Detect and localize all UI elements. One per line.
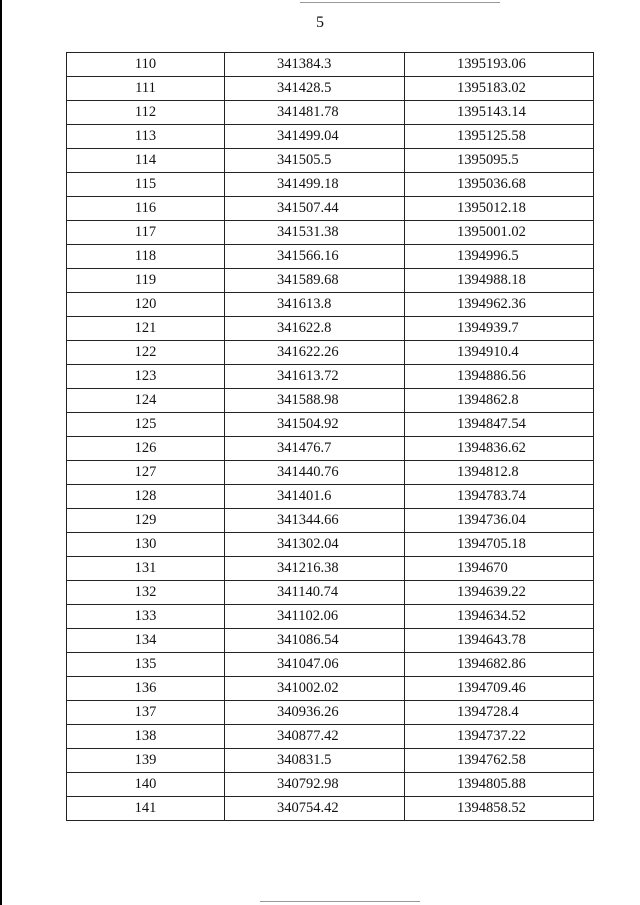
table-row bbox=[67, 77, 594, 101]
table-row bbox=[67, 365, 594, 389]
x-coordinate-cell: 341302.04 bbox=[225, 533, 405, 557]
y-coordinate-cell: 1394728.4 bbox=[405, 701, 594, 725]
table-row bbox=[67, 557, 594, 581]
point-number-cell: 114 bbox=[67, 149, 225, 173]
y-coordinate-cell: 1394988.18 bbox=[405, 269, 594, 293]
y-coordinate-cell: 1394996.5 bbox=[405, 245, 594, 269]
x-coordinate-cell: 341589.68 bbox=[225, 269, 405, 293]
point-number-cell: 127 bbox=[67, 461, 225, 485]
table-row bbox=[67, 749, 594, 773]
table-row bbox=[67, 101, 594, 125]
table-row bbox=[67, 437, 594, 461]
point-number-cell: 134 bbox=[67, 629, 225, 653]
table-row bbox=[67, 245, 594, 269]
point-number-cell: 137 bbox=[67, 701, 225, 725]
table-row bbox=[67, 173, 594, 197]
y-coordinate-cell: 1394886.56 bbox=[405, 365, 594, 389]
y-coordinate-cell: 1394805.88 bbox=[405, 773, 594, 797]
y-coordinate-cell: 1394910.4 bbox=[405, 341, 594, 365]
x-coordinate-cell: 341504.92 bbox=[225, 413, 405, 437]
y-coordinate-cell: 1394762.58 bbox=[405, 749, 594, 773]
coordinates-table bbox=[66, 52, 594, 821]
x-coordinate-cell: 341102.06 bbox=[225, 605, 405, 629]
x-coordinate-cell: 340831.5 bbox=[225, 749, 405, 773]
table-row bbox=[67, 725, 594, 749]
point-number-cell: 117 bbox=[67, 221, 225, 245]
point-number-cell: 139 bbox=[67, 749, 225, 773]
table-row bbox=[67, 149, 594, 173]
point-number-cell: 136 bbox=[67, 677, 225, 701]
y-coordinate-cell: 1394962.36 bbox=[405, 293, 594, 317]
x-coordinate-cell: 341476.7 bbox=[225, 437, 405, 461]
y-coordinate-cell: 1394737.22 bbox=[405, 725, 594, 749]
point-number-cell: 128 bbox=[67, 485, 225, 509]
y-coordinate-cell: 1394736.04 bbox=[405, 509, 594, 533]
x-coordinate-cell: 340792.98 bbox=[225, 773, 405, 797]
scan-edge bbox=[0, 0, 2, 905]
point-number-cell: 110 bbox=[67, 53, 225, 77]
y-coordinate-cell: 1394783.74 bbox=[405, 485, 594, 509]
table-row bbox=[67, 797, 594, 821]
x-coordinate-cell: 340936.26 bbox=[225, 701, 405, 725]
table-row bbox=[67, 773, 594, 797]
point-number-cell: 113 bbox=[67, 125, 225, 149]
table-row bbox=[67, 341, 594, 365]
table-row bbox=[67, 701, 594, 725]
scan-artifact-line bbox=[260, 901, 420, 902]
y-coordinate-cell: 1394836.62 bbox=[405, 437, 594, 461]
x-coordinate-cell: 341622.26 bbox=[225, 341, 405, 365]
x-coordinate-cell: 341440.76 bbox=[225, 461, 405, 485]
x-coordinate-cell: 341588.98 bbox=[225, 389, 405, 413]
y-coordinate-cell: 1394812.8 bbox=[405, 461, 594, 485]
x-coordinate-cell: 341622.8 bbox=[225, 317, 405, 341]
y-coordinate-cell: 1394682.86 bbox=[405, 653, 594, 677]
coordinates-table-body bbox=[67, 53, 594, 821]
x-coordinate-cell: 341047.06 bbox=[225, 653, 405, 677]
y-coordinate-cell: 1394939.7 bbox=[405, 317, 594, 341]
point-number-cell: 119 bbox=[67, 269, 225, 293]
y-coordinate-cell: 1395143.14 bbox=[405, 101, 594, 125]
table-row bbox=[67, 125, 594, 149]
point-number-cell: 118 bbox=[67, 245, 225, 269]
point-number-cell: 124 bbox=[67, 389, 225, 413]
y-coordinate-cell: 1394643.78 bbox=[405, 629, 594, 653]
table-row bbox=[67, 197, 594, 221]
table-row bbox=[67, 269, 594, 293]
table-row bbox=[67, 221, 594, 245]
point-number-cell: 121 bbox=[67, 317, 225, 341]
table-row bbox=[67, 581, 594, 605]
table-row bbox=[67, 653, 594, 677]
table-row bbox=[67, 293, 594, 317]
y-coordinate-cell: 1395125.58 bbox=[405, 125, 594, 149]
x-coordinate-cell: 341499.04 bbox=[225, 125, 405, 149]
x-coordinate-cell: 341566.16 bbox=[225, 245, 405, 269]
table-row bbox=[67, 413, 594, 437]
table-row bbox=[67, 677, 594, 701]
x-coordinate-cell: 341428.5 bbox=[225, 77, 405, 101]
scan-artifact-line bbox=[300, 2, 500, 3]
x-coordinate-cell: 341086.54 bbox=[225, 629, 405, 653]
table-row bbox=[67, 389, 594, 413]
table-row bbox=[67, 605, 594, 629]
y-coordinate-cell: 1394847.54 bbox=[405, 413, 594, 437]
y-coordinate-cell: 1395036.68 bbox=[405, 173, 594, 197]
table-row bbox=[67, 461, 594, 485]
point-number-cell: 135 bbox=[67, 653, 225, 677]
table-row bbox=[67, 485, 594, 509]
table-row bbox=[67, 629, 594, 653]
point-number-cell: 130 bbox=[67, 533, 225, 557]
point-number-cell: 116 bbox=[67, 197, 225, 221]
x-coordinate-cell: 340877.42 bbox=[225, 725, 405, 749]
y-coordinate-cell: 1395095.5 bbox=[405, 149, 594, 173]
table-row bbox=[67, 533, 594, 557]
point-number-cell: 126 bbox=[67, 437, 225, 461]
x-coordinate-cell: 341401.6 bbox=[225, 485, 405, 509]
y-coordinate-cell: 1394862.8 bbox=[405, 389, 594, 413]
point-number-cell: 133 bbox=[67, 605, 225, 629]
y-coordinate-cell: 1394705.18 bbox=[405, 533, 594, 557]
point-number-cell: 122 bbox=[67, 341, 225, 365]
x-coordinate-cell: 340754.42 bbox=[225, 797, 405, 821]
x-coordinate-cell: 341613.8 bbox=[225, 293, 405, 317]
point-number-cell: 120 bbox=[67, 293, 225, 317]
point-number-cell: 131 bbox=[67, 557, 225, 581]
x-coordinate-cell: 341216.38 bbox=[225, 557, 405, 581]
y-coordinate-cell: 1395183.02 bbox=[405, 77, 594, 101]
x-coordinate-cell: 341499.18 bbox=[225, 173, 405, 197]
point-number-cell: 141 bbox=[67, 797, 225, 821]
point-number-cell: 129 bbox=[67, 509, 225, 533]
point-number-cell: 125 bbox=[67, 413, 225, 437]
point-number-cell: 138 bbox=[67, 725, 225, 749]
y-coordinate-cell: 1394670 bbox=[405, 557, 594, 581]
y-coordinate-cell: 1395012.18 bbox=[405, 197, 594, 221]
x-coordinate-cell: 341531.38 bbox=[225, 221, 405, 245]
y-coordinate-cell: 1394709.46 bbox=[405, 677, 594, 701]
table-row bbox=[67, 53, 594, 77]
table-row bbox=[67, 317, 594, 341]
point-number-cell: 123 bbox=[67, 365, 225, 389]
x-coordinate-cell: 341481.78 bbox=[225, 101, 405, 125]
y-coordinate-cell: 1394634.52 bbox=[405, 605, 594, 629]
x-coordinate-cell: 341505.5 bbox=[225, 149, 405, 173]
point-number-cell: 140 bbox=[67, 773, 225, 797]
x-coordinate-cell: 341507.44 bbox=[225, 197, 405, 221]
y-coordinate-cell: 1394858.52 bbox=[405, 797, 594, 821]
x-coordinate-cell: 341140.74 bbox=[225, 581, 405, 605]
y-coordinate-cell: 1395001.02 bbox=[405, 221, 594, 245]
table-row bbox=[67, 509, 594, 533]
x-coordinate-cell: 341613.72 bbox=[225, 365, 405, 389]
x-coordinate-cell: 341384.3 bbox=[225, 53, 405, 77]
point-number-cell: 115 bbox=[67, 173, 225, 197]
point-number-cell: 132 bbox=[67, 581, 225, 605]
x-coordinate-cell: 341344.66 bbox=[225, 509, 405, 533]
point-number-cell: 111 bbox=[67, 77, 225, 101]
y-coordinate-cell: 1395193.06 bbox=[405, 53, 594, 77]
x-coordinate-cell: 341002.02 bbox=[225, 677, 405, 701]
page-number: 5 bbox=[316, 14, 324, 31]
y-coordinate-cell: 1394639.22 bbox=[405, 581, 594, 605]
point-number-cell: 112 bbox=[67, 101, 225, 125]
